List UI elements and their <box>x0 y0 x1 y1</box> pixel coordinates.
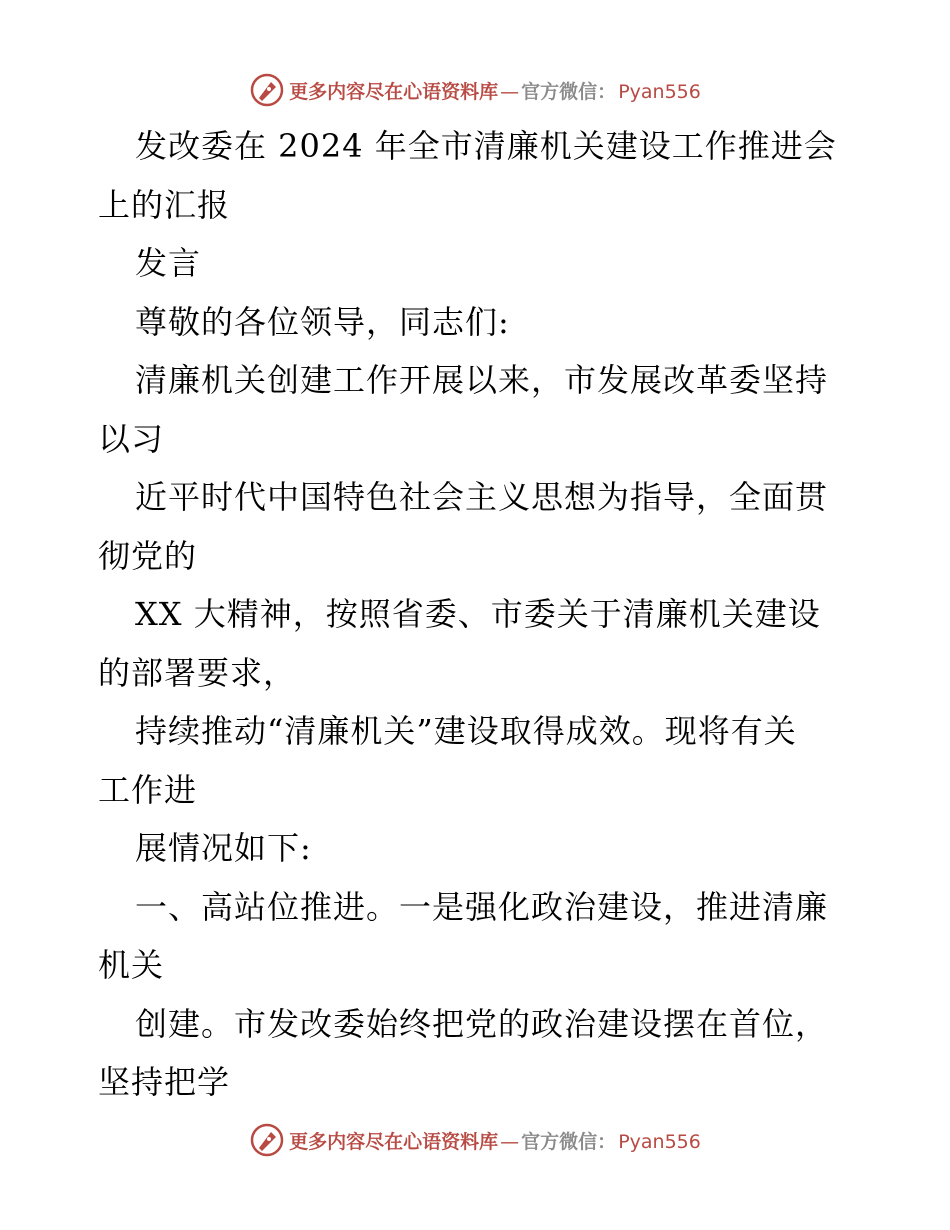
watermark-wechat-id: Pyan556 <box>618 80 701 103</box>
watermark-wechat-id: Pyan556 <box>618 1130 701 1153</box>
document-line: 彻党的 <box>98 536 198 575</box>
watermark-text <box>289 77 701 104</box>
document-body <box>98 117 858 1112</box>
document-line: 上的汇报 <box>98 185 231 224</box>
watermark-text <box>289 1127 701 1154</box>
pen-nib-circle-icon <box>249 1122 285 1158</box>
watermark-separator: — <box>500 80 520 103</box>
header-watermark <box>0 70 950 110</box>
document-line: 发改委在 2024 年全市清廉机关建设工作推进会 <box>135 127 837 165</box>
watermark-brand: 更多内容尽在心语资料库 <box>289 80 499 103</box>
document-line: 一、高站位推进。一是强化政治建设，推进清廉 <box>135 887 829 926</box>
document-line: 持续推动“清廉机关”建设取得成效。现将有关 <box>135 712 797 750</box>
document-line: 发言 <box>135 244 202 282</box>
document-line: 尊敬的各位领导，同志们: <box>135 302 510 341</box>
watermark-official-label: 官方微信： <box>521 80 617 103</box>
footer-watermark <box>0 1120 950 1160</box>
document-line: 机关 <box>98 946 165 984</box>
pen-nib-circle-icon <box>249 72 285 108</box>
watermark-official-label: 官方微信： <box>521 1130 617 1153</box>
document-line: XX 大精神，按照省委、市委关于清廉机关建设 <box>135 595 821 633</box>
document-line: 近平时代中国特色社会主义思想为指导，全面贯 <box>135 478 829 516</box>
document-line: 以习 <box>98 419 165 458</box>
document-line: 清廉机关创建工作开展以来，市发展改革委坚持 <box>135 361 829 399</box>
document-line: 坚持把学 <box>98 1063 231 1101</box>
document-line: 的部署要求， <box>98 653 297 692</box>
watermark-separator: — <box>500 1130 520 1153</box>
document-line: 工作进 <box>98 770 198 809</box>
document-line: 创建。市发改委始终把党的政治建设摆在首位， <box>135 1004 829 1043</box>
watermark-brand: 更多内容尽在心语资料库 <box>289 1130 499 1153</box>
document-line: 展情况如下: <box>135 829 312 867</box>
